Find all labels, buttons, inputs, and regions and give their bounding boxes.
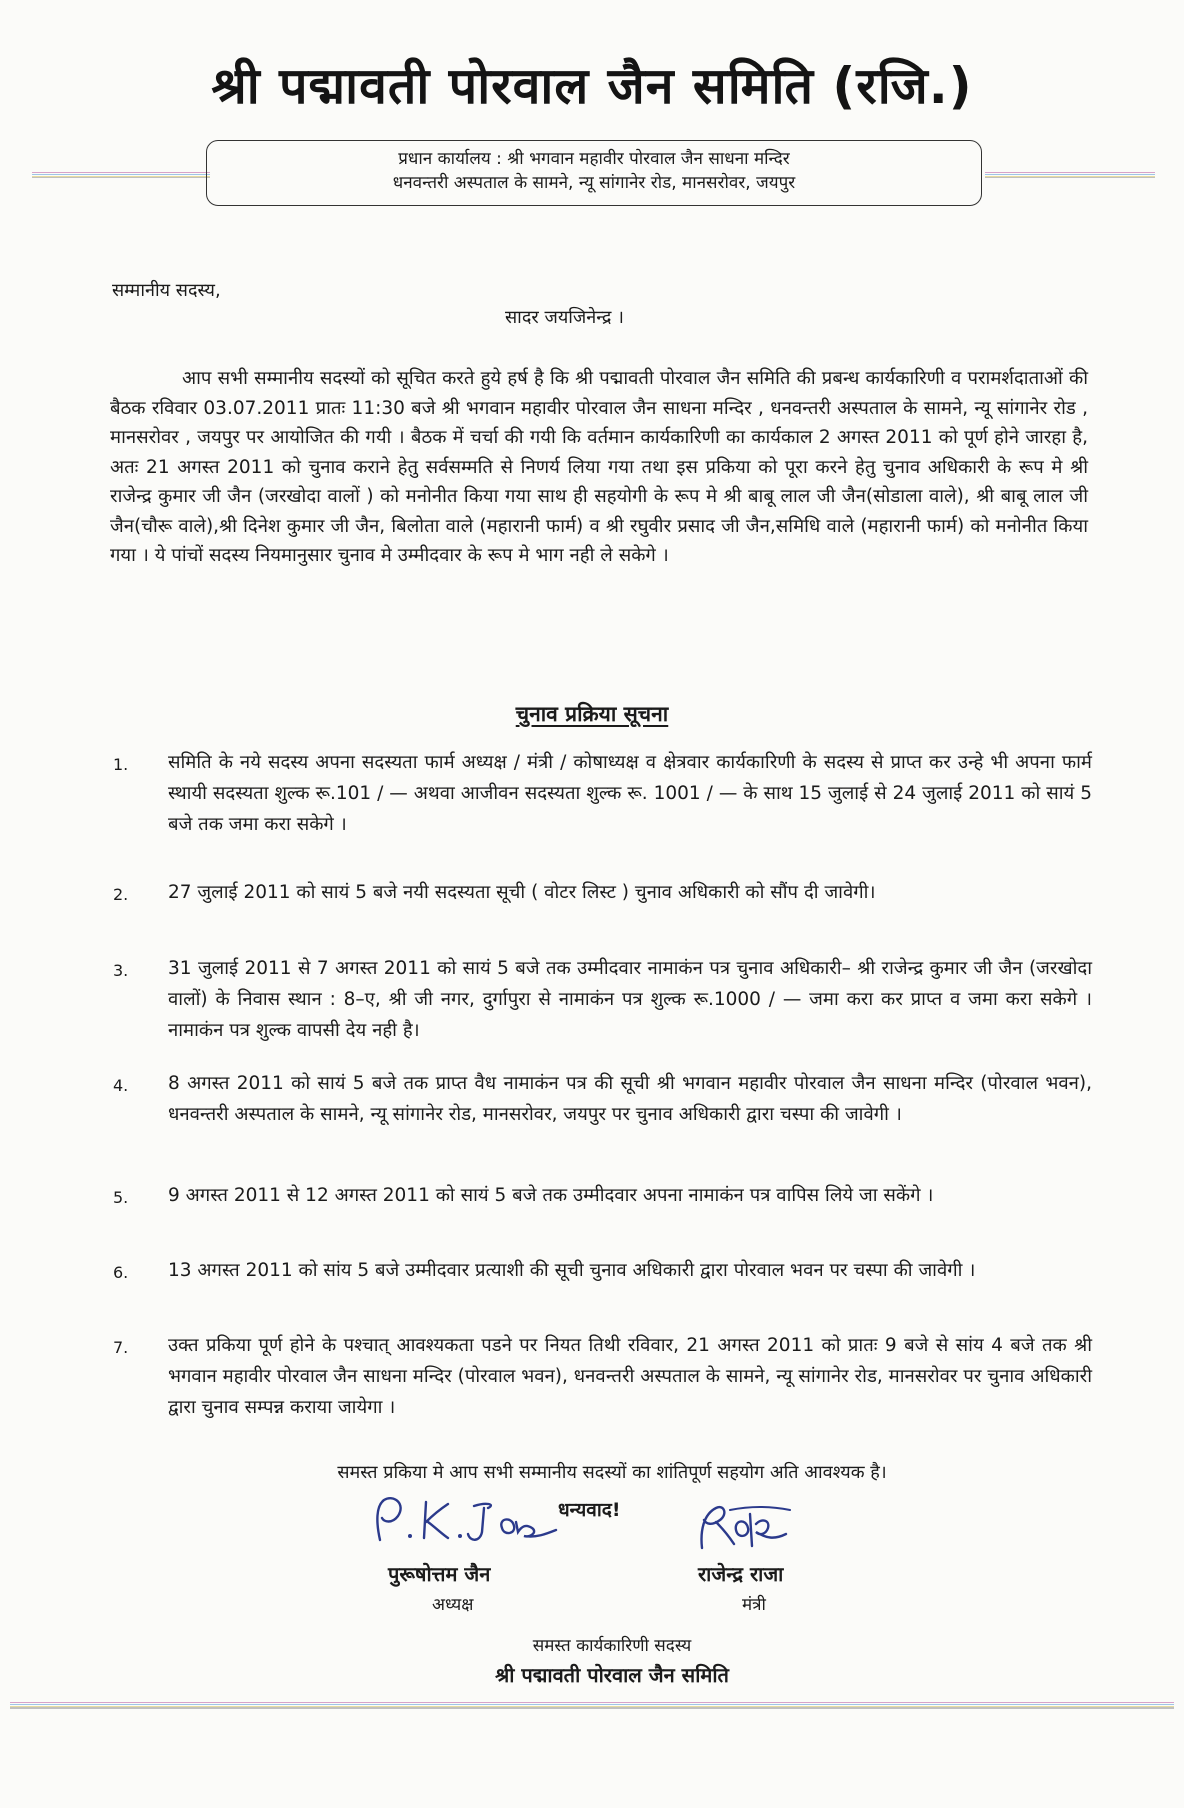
greeting: सादर जयजिनेन्द्र । xyxy=(505,307,624,328)
item-text: उक्त प्रकिया पूर्ण होने के पश्चात् आवश्यकता पडने पर नियत तिथी रविवार, 21 अगस्त 2011 को प्रातः 9 बजे से सांय 4 बजे तक श्री भगवान महावीर पोरवाल जैन साधना मन्दिर (पोरवाल भवन), धनवन्तरी अस्पताल के सामने, न्यू सांगानेर रोड, मानसरोवर पर चुनाव अधिकारी द्वारा चुनाव सम्पन्न कराया जायेगा । xyxy=(168,1335,1092,1418)
intro-paragraph: आप सभी सम्मानीय सदस्यों को सूचित करते हुये हर्ष है कि श्री पद्मावती पोरवाल जैन समिति की प्रबन्ध कार्यकारिणी व परामर्शदाताओं की बैठक रविवार 03.07.2011 प्रातः 11:30 बजे श्री भगवान महावीर पोरवाल जैन साधना मन्दिर , धनवन्तरी अस्पताल के सामने, न्यू सांगानेर रोड , मानसरोवर , जयपुर पर आयोजित की गयी । बैठक में चर्चा की गयी कि वर्तमान कार्यकारिणी का कार्यकाल 2 अगस्त 2011 को पूर्ण होने जारहा है, अतः 21 अगस्त 2011 को चुनाव कराने हेतु सर्वसम्मति से निणर्य लिया गया तथा इस प्रकिया को पूरा करने हेतु चुनाव अधिकारी के रूप मे श्री राजेन्द्र कुमार जी जैन (जरखोदा वालों ) को मनोनीत किया गया साथ ही सहयोगी के रूप मे श्री बाबू लाल जी जैन(सोडाला वाले), श्री बाबू लाल जी जैन(चौरू वाले),श्री दिनेश कुमार जी जैन, बिलोता वाले (महारानी फार्म) व श्री रघुवीर प्रसाद जी जैन,समिधि वाले (महारानी फार्म) को मनोनीत किया गया । ये पांचों सदस्य नियमानुसार चुनाव मे उम्मीदवार के रूप मे भाग नही ले सकेगे । xyxy=(110,368,1088,566)
secretary-signature-image xyxy=(690,1500,800,1558)
thanks: धन्यवाद! xyxy=(558,1499,621,1521)
president-role: अध्यक्ष xyxy=(432,1595,474,1615)
item-text: 9 अगस्त 2011 से 12 अगस्त 2011 को सायं 5 बजे तक उम्मीदवार अपना नामाकंन पत्र वापिस लिये जा सकेंगे । xyxy=(168,1185,934,1206)
office-address-line-1: प्रधान कार्यालय : श्री भगवान महावीर पोरवाल जैन साधना मन्दिर xyxy=(398,149,790,169)
item-number: 1. xyxy=(113,755,129,774)
footer-committee-label: समस्त कार्यकारिणी सदस्य xyxy=(532,1636,692,1656)
item-text: समिति के नये सदस्य अपना सदस्यता फार्म अध्यक्ष / मंत्री / कोषाध्यक्ष व क्षेत्रवार कार्यकारिणी के सदस्य से प्राप्त कर उन्हे भी अपना फार्म स्थायी सदस्यता शुल्क रू.101 / — अथवा आजीवन सदस्यता शुल्क रू. 1001 / — के साथ 15 जुलाई से 24 जुलाई 2011 को सायं 5 बजे तक जमा करा सकेगे । xyxy=(168,752,1092,835)
president-signature-image xyxy=(370,1492,570,1552)
header-decorative-stripe-right xyxy=(985,172,1155,178)
item-text: 8 अगस्त 2011 को सायं 5 बजे तक प्राप्त वैध नामाकंन पत्र की सूची श्री भगवान महावीर पोरवाल जैन साधना मन्दिर (पोरवाल भवन), धनवन्तरी अस्पताल के सामने, न्यू सांगानेर रोड, मानसरोवर, जयपुर पर चुनाव अधिकारी द्वारा चस्पा की जावेगी । xyxy=(168,1073,1092,1125)
closing-line: समस्त प्रकिया मे आप सभी सम्मानीय सदस्यों का शांतिपूर्ण सहयोग अति आवश्यक है। xyxy=(337,1462,887,1483)
office-address-box xyxy=(206,140,982,206)
footer-decorative-stripe xyxy=(10,1702,1174,1709)
footer-organization-name: श्री पद्मावती पोरवाल जैन समिति xyxy=(495,1663,729,1687)
salutation: सम्मानीय सदस्य, xyxy=(112,280,221,301)
item-text: 31 जुलाई 2011 से 7 अगस्त 2011 को सायं 5 बजे तक उम्मीदवार नामाकंन पत्र चुनाव अधिकारी– श्री राजेन्द्र कुमार जी जैन (जरखोदा वालों) के निवास स्थान : 8–ए, श्री जी नगर, दुर्गापुरा से नामाकंन पत्र शुल्क रू.1000 / — जमा करा कर प्राप्त व जमा करा सकेगे । नामाकंन पत्र शुल्क वापसी देय नही है। xyxy=(168,958,1092,1041)
item-text: 27 जुलाई 2011 को सायं 5 बजे नयी सदस्यता सूची ( वोटर लिस्ट ) चुनाव अधिकारी को सौंप दी जावेगी। xyxy=(168,882,876,903)
office-address-line-2: धनवन्तरी अस्पताल के सामने, न्यू सांगानेर रोड, मानसरोवर, जयपुर xyxy=(392,173,796,193)
header-decorative-stripe-left xyxy=(32,172,210,178)
election-process-heading: चुनाव प्रक्रिया सूचना xyxy=(515,702,669,726)
item-number: 6. xyxy=(113,1263,129,1282)
organization-title: श्री पद्मावती पोरवाल जैन समिति (रजि.) xyxy=(211,57,973,115)
secretary-role: मंत्री xyxy=(742,1595,766,1615)
item-text: 13 अगस्त 2011 को सांय 5 बजे उम्मीदवार प्रत्याशी की सूची चुनाव अधिकारी द्वारा पोरवाल भवन पर चस्पा की जावेगी । xyxy=(168,1260,976,1281)
secretary-name: राजेन्द्र राजा xyxy=(698,1562,784,1586)
section-heading xyxy=(0,700,1184,728)
item-number: 7. xyxy=(113,1338,129,1357)
item-number: 3. xyxy=(113,961,129,980)
item-number: 5. xyxy=(113,1188,129,1207)
item-number: 2. xyxy=(113,885,129,904)
president-name: पुरूषोत्तम जैन xyxy=(388,1562,491,1586)
item-number: 4. xyxy=(113,1076,129,1095)
